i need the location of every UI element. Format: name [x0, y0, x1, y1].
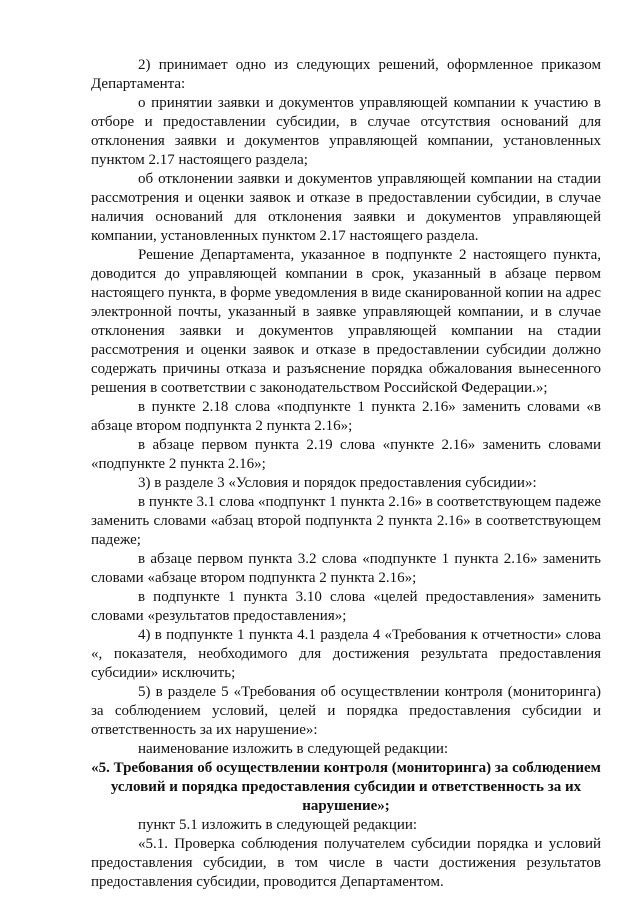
paragraph-item-3-1: в пункте 3.1 слова «подпункт 1 пункта 2.16» в соответствующем падеже заменить словами «абзац второй подпункта 2 пункта 2.16» в соответствующем падеже;: [91, 494, 601, 548]
paragraph-decision-notification: Решение Департамента, указанное в подпункте 2 настоящего пункта, доводится до управляющей компании в срок, указанный в абзаце первом настоящего пункта, в форме уведомления в виде сканированной копии на адрес электронной почты, указанный в заявке управляющей компании, и в случае отклонения заявки и документов управляющей компании на стадии рассмотрения и оценки заявок и отказе в предоставлении субсидии должно содержать причины отказа и разъяснение порядка обжалования вынесенного решения в соответствии с законодательством Российской Федерации.»;: [91, 247, 602, 396]
paragraph-accept-application: о принятии заявки и документов управляющей компании к участию в отборе и предоставлении субсидии, в случае отсутствия оснований для отклонения заявки и документов управляющей компании, установленных пунктом 2.17 настоящего раздела;: [91, 95, 601, 168]
paragraph-section-5: 5) в разделе 5 «Требования об осуществлении контроля (мониторинга) за соблюдением условий, целей и порядка предоставления субсидии и ответственность за их нарушение»:: [91, 684, 601, 738]
paragraph-item-2-19: в абзаце первом пункта 2.19 слова «пункте 2.16» заменить словами «подпункте 2 пункта 2.16»;: [91, 437, 601, 472]
section-5-heading: «5. Требования об осуществлении контроля (мониторинга) за соблюдением условий и порядка предоставления субсидии и ответственность за их нарушение»;: [91, 760, 601, 814]
paragraph-decision-options: 2) принимает одно из следующих решений, оформленное приказом Департамента:: [91, 57, 601, 92]
paragraph-reject-application: об отклонении заявки и документов управляющей компании на стадии рассмотрения и оценки заявок и отказе в предоставлении субсидии, в случае наличия оснований для отклонения заявки и документов управляющей компании, установленных пунктом 2.17 настоящего раздела.: [91, 171, 601, 244]
paragraph-item-5-1-text: «5.1. Проверка соблюдения получателем субсидии порядка и условий предоставления субсидии, в том числе в части достижения результатов предоставления субсидии, проводится Департаментом.: [91, 836, 601, 890]
paragraph-item-5-1-intro: пункт 5.1 изложить в следующей редакции:: [138, 817, 418, 833]
paragraph-section-3: 3) в разделе 3 «Условия и порядок предоставления субсидии»:: [138, 475, 537, 491]
paragraph-title-wording: наименование изложить в следующей редакции:: [138, 741, 449, 757]
paragraph-item-2-18: в пункте 2.18 слова «подпункте 1 пункта 2.16» заменить словами «в абзаце втором подпункта 2 пункта 2.16»;: [91, 399, 601, 434]
paragraph-item-3-10: в подпункте 1 пункта 3.10 слова «целей предоставления» заменить словами «результатов предоставления»;: [91, 589, 601, 624]
document-page: [91, 56, 601, 892]
paragraph-item-3-2: в абзаце первом пункта 3.2 слова «подпункте 1 пункта 2.16» заменить словами «абзаце втором подпункта 2 пункта 2.16»;: [91, 551, 601, 586]
paragraph-section-4: 4) в подпункте 1 пункта 4.1 раздела 4 «Требования к отчетности» слова «, показателя, необходимого для достижения результата предоставления субсидии» исключить;: [91, 627, 601, 681]
